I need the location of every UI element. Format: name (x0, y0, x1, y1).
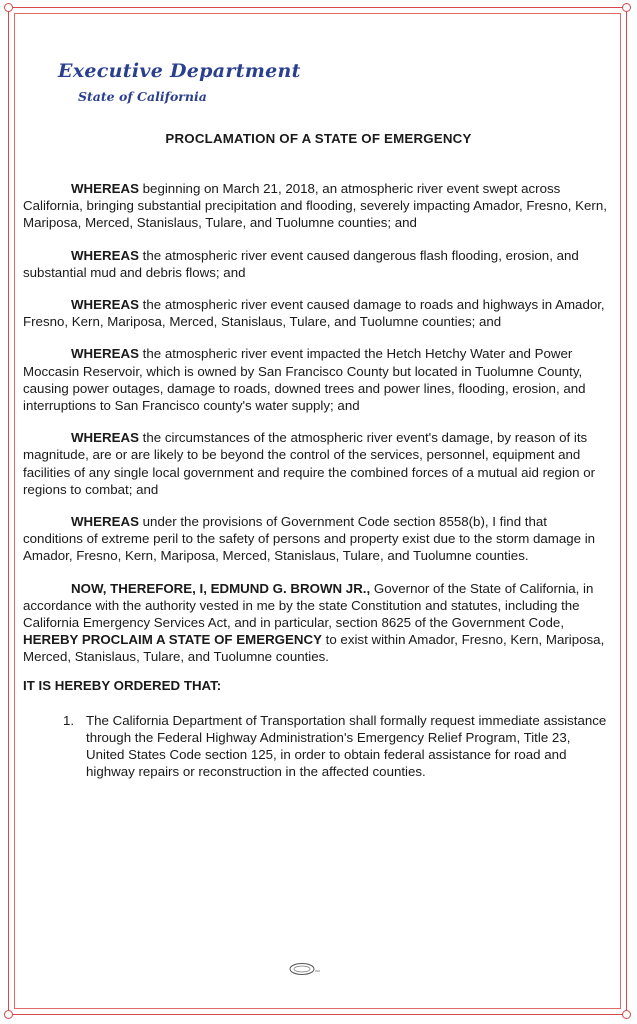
ordered-heading: IT IS HEREBY ORDERED THAT: (23, 677, 222, 693)
document-title: PROCLAMATION OF A STATE OF EMERGENCY (165, 131, 472, 146)
whereas-paragraph: WHEREAS the atmospheric river event caused damage to roads and highways in Amador, Fresno, Kern, Mariposa, Merced, Stanislaus, Tulare, and Tuolumne counties; and (23, 297, 605, 330)
proclamation-paragraph: NOW, THEREFORE, I, EDMUND G. BROWN JR., Governor of the State of California, in accordance with the authority vested in me by the state Constitution and statutes, including the California Emergency Services Act, and in particular, section 8625 of the Government Code, HEREBY PROCLAIM A STATE OF EMERGENCY to exist within Amador, Fresno, Kern, Mariposa, Merced, Stanislaus, Tulare, and Tuolumne counties. (23, 580, 605, 665)
letterhead (58, 60, 301, 104)
whereas-paragraph: WHEREAS the atmospheric river event impacted the Hetch Hetchy Water and Power Moccasin Reservoir, which is owned by San Francisco County but located in Tuolumne County, causing power outages, damage to roads, downed trees and power lines, flooding, erosion, and interruptions to San Francisco county's water supply; and (23, 346, 586, 414)
border-corner-ornament (4, 3, 13, 12)
union-seal-icon (287, 962, 321, 976)
border-corner-ornament (622, 3, 631, 12)
letterhead-state: State of California (78, 89, 207, 104)
order-number: 1. (63, 712, 75, 728)
border-corner-ornament (622, 1010, 631, 1019)
letterhead-department: Executive Department (58, 60, 301, 82)
whereas-paragraph: WHEREAS the atmospheric river event caused dangerous flash flooding, erosion, and substantial mud and debris flows; and (23, 247, 579, 280)
border-corner-ornament (4, 1010, 13, 1019)
whereas-paragraph: WHEREAS under the provisions of Government Code section 8558(b), I find that conditions of extreme peril to the safety of persons and property exist due to the storm damage in Amador, Fresno, Kern, Mariposa, Merced, Stanislaus, Tulare, and Tuolumne counties. (23, 514, 596, 564)
whereas-paragraph: WHEREAS beginning on March 21, 2018, an atmospheric river event swept across California, bringing substantial precipitation and flooding, severely impacting Amador, Fresno, Kern, Mariposa, Merced, Stanislaus, Tulare, and Tuolumne counties; and (23, 181, 607, 231)
document-body (23, 180, 607, 781)
whereas-paragraph: WHEREAS the circumstances of the atmospheric river event's damage, by reason of its magnitude, are or are likely to be beyond the control of the services, personnel, equipment and facilities of any single local government and require the combined forces of a mutual aid region or regions to combat; and (23, 430, 596, 497)
order-text: The California Department of Transportation shall formally request immediate assistance through the Federal Highway Administration's Emergency Relief Program, Title 23, United States Code section 125, in order to obtain federal assistance for road and highway repairs or reconstruction in the affected counties. (86, 712, 607, 780)
order-item (63, 712, 607, 781)
